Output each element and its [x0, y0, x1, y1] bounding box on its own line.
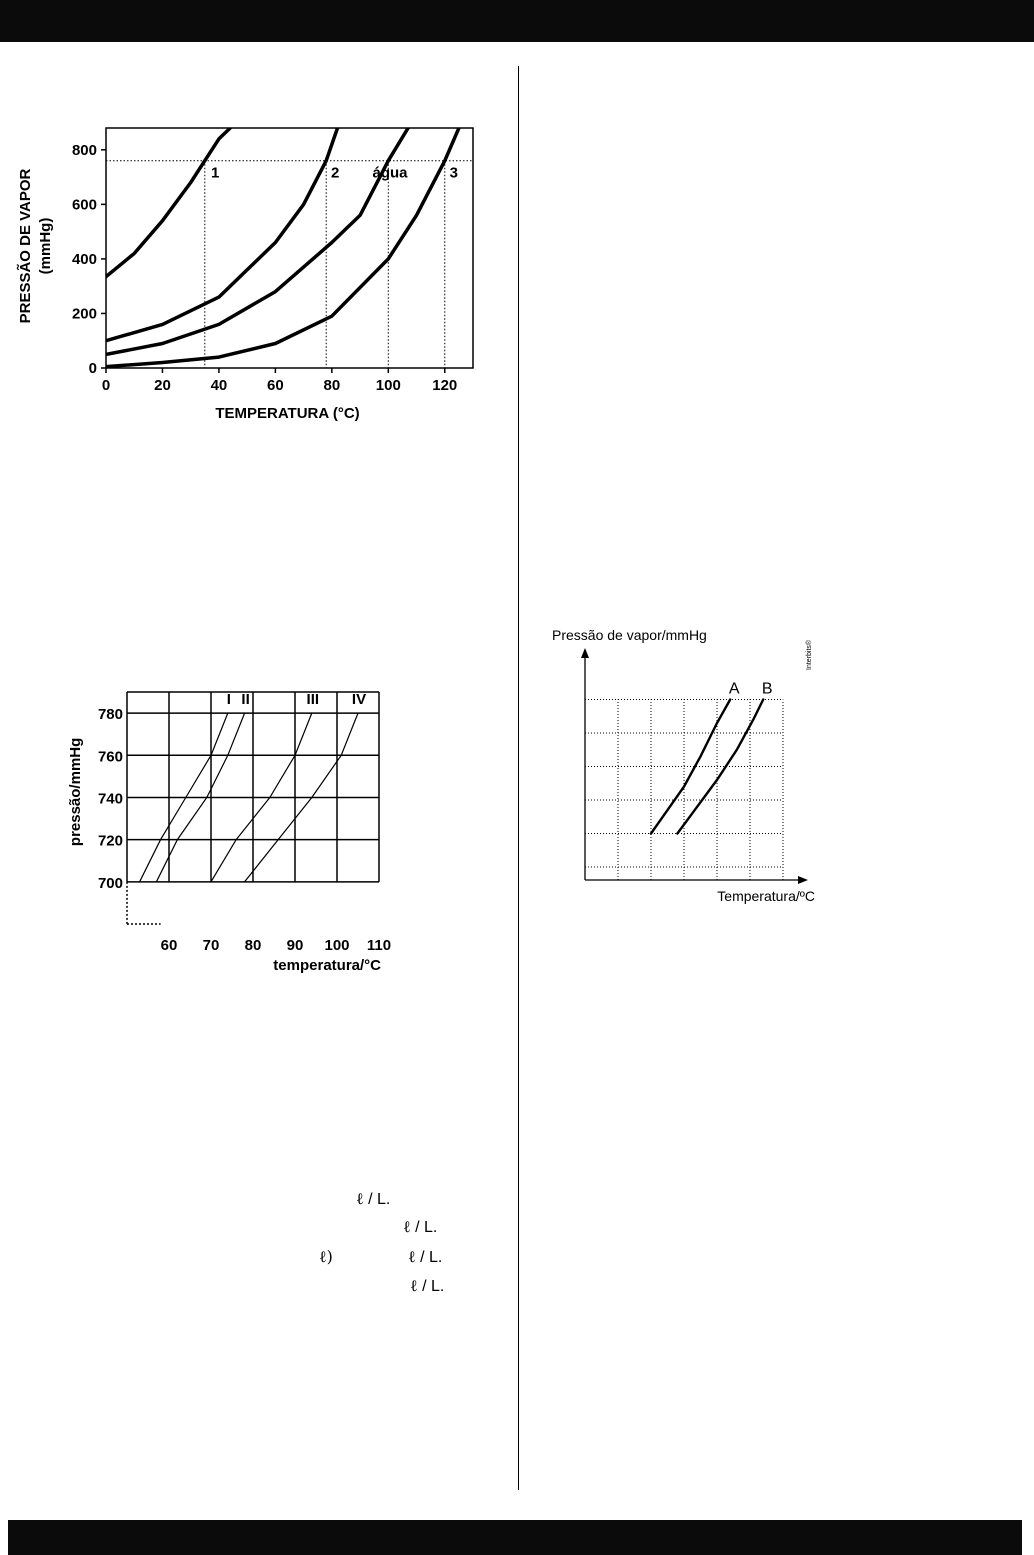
- vapor-pressure-chart-1: [0, 100, 500, 440]
- x-axis-label: TEMPERATURA (°C): [215, 405, 360, 422]
- x-tick-label: 60: [160, 937, 178, 954]
- y-axis-unit-label: (mmHg): [37, 217, 54, 275]
- x-tick-label: 20: [154, 377, 171, 394]
- vapor-pressure-chart-3: [540, 620, 840, 910]
- unit-fragment-2: [403, 1217, 437, 1237]
- series-label: I: [226, 691, 231, 708]
- y-tick-label: 200: [71, 305, 97, 323]
- y-tick-label: 400: [71, 250, 97, 268]
- series-label: 1: [211, 164, 220, 182]
- x-axis-arrow: [798, 876, 808, 884]
- y-axis-label: Pressão de vapor/mmHg: [552, 627, 707, 643]
- y-tick-label: 740: [97, 790, 123, 808]
- series-label: água: [372, 164, 408, 182]
- unit-text: / L.: [410, 1219, 438, 1236]
- series-label: II: [241, 691, 250, 708]
- series-label: IV: [351, 691, 367, 708]
- x-tick-label: 40: [210, 377, 228, 394]
- series-label: III: [306, 691, 320, 708]
- unit-text: / L.: [415, 1249, 443, 1266]
- y-tick-label: 780: [97, 706, 123, 724]
- x-tick-label: 120: [432, 377, 458, 394]
- y-tick-label: 700: [97, 874, 123, 892]
- y-tick-label: 720: [97, 832, 123, 850]
- y-tick-label: 0: [88, 360, 97, 377]
- x-axis-label: temperatura/°C: [273, 957, 381, 974]
- unit-fragment-1: [356, 1189, 390, 1209]
- y-tick-label: 600: [71, 196, 97, 214]
- x-tick-label: 100: [324, 937, 350, 954]
- x-tick-label: 0: [101, 377, 111, 394]
- vapor-pressure-chart-2: [50, 680, 410, 1000]
- footer-bar: [8, 1520, 1022, 1555]
- unit-fragment-4: [410, 1276, 444, 1296]
- series-label: A: [728, 680, 740, 698]
- y-tick-label: 760: [97, 748, 123, 766]
- series-line: [106, 128, 338, 341]
- x-tick-label: 60: [267, 377, 284, 394]
- credit-label: Interbits®: [806, 639, 813, 670]
- y-axis-label: PRESSÃO DE VAPOR: [17, 168, 34, 324]
- y-tick-label: 800: [71, 141, 97, 159]
- ell-symbol: ℓ: [410, 1276, 418, 1295]
- plot-frame: [106, 128, 473, 368]
- ell-symbol: ℓ: [408, 1247, 416, 1266]
- series-line: [106, 128, 230, 277]
- series-label: 2: [331, 164, 340, 182]
- header-bar: [0, 0, 1034, 42]
- x-tick-label: 70: [202, 937, 220, 954]
- series-label: 3: [449, 164, 458, 182]
- y-axis-label: pressão/mmHg: [67, 737, 84, 847]
- ell-paren: ℓ): [319, 1247, 333, 1266]
- ell-symbol: ℓ: [403, 1217, 411, 1236]
- unit-text: / L.: [363, 1191, 391, 1208]
- x-tick-label: 90: [286, 937, 304, 954]
- series-line: [106, 128, 408, 354]
- unit-fragment-3-prefix: [319, 1247, 333, 1267]
- unit-text: / L.: [417, 1278, 445, 1295]
- x-tick-label: 80: [323, 377, 341, 394]
- x-axis-label: Temperatura/ºC: [717, 888, 815, 904]
- series-label: B: [761, 680, 773, 698]
- ell-symbol: ℓ: [356, 1189, 364, 1208]
- column-divider: [518, 66, 519, 1490]
- y-axis-arrow: [581, 648, 589, 658]
- x-tick-label: 80: [244, 937, 262, 954]
- unit-fragment-3: [408, 1247, 442, 1267]
- x-tick-label: 110: [366, 937, 392, 954]
- x-tick-label: 100: [375, 377, 401, 394]
